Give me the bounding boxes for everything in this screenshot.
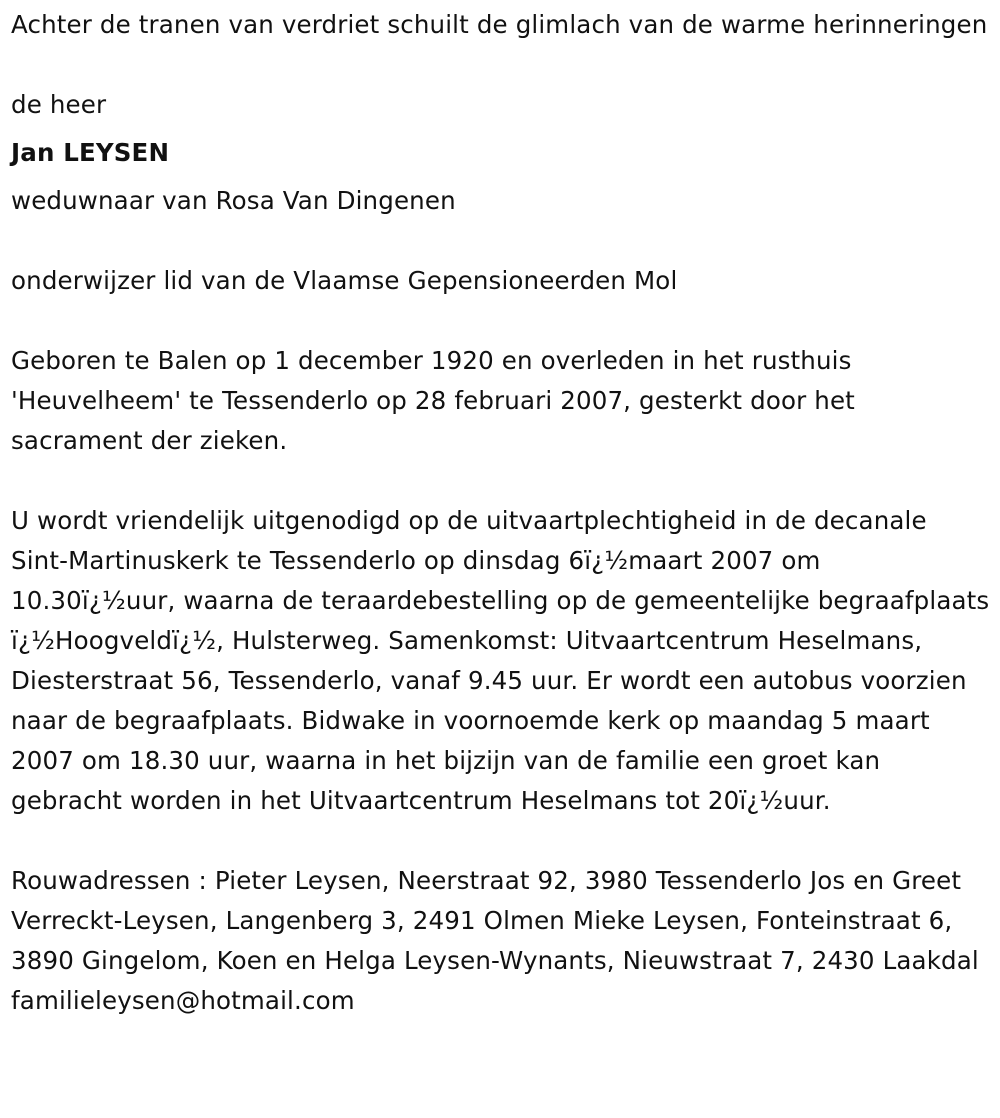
spacer xyxy=(11,461,990,501)
birth-death-text: Geboren te Balen op 1 december 1920 en overleden in het rusthuis 'Heuvelheem' te Tessenderlo op 28 februari 2007, gesterkt door het sacrament der zieken. xyxy=(11,346,855,455)
spacer xyxy=(11,45,990,85)
deceased-name: Jan LEYSEN xyxy=(11,138,170,167)
title-prefix: de heer xyxy=(11,90,107,119)
spacer xyxy=(11,221,990,261)
spacer xyxy=(11,301,990,341)
occupation-text: onderwijzer lid van de Vlaamse Gepensioneerden Mol xyxy=(11,266,678,295)
funeral-info-text: U wordt vriendelijk uitgenodigd op de uitvaartplechtigheid in de decanale Sint-Martinuskerk te Tessenderlo op dinsdag 6ï¿½maart 2007 om 10.30ï¿½uur, waarna de teraardebestelling op de gemeentelijke begraafplaats ï¿½Hoogveldï¿½, Hulsterweg. Samenkomst: Uitvaartcentrum Heselmans, Diesterstraat 56, Tessenderlo, vanaf 9.45 uur. Er wordt een autobus voorzien naar de begraafplaats. Bidwake in voornoemde kerk op maandag 5 maart 2007 om 18.30 uur, waarna in het bijzijn van de familie een groet kan gebracht worden in het Uitvaartcentrum Heselmans tot 20ï¿½uur. xyxy=(11,506,990,815)
condolence-addresses: Rouwadressen : Pieter Leysen, Neerstraat 92, 3980 Tessenderlo Jos en Greet Verreckt-Leysen, Langenberg 3, 2491 Olmen Mieke Leysen, Fonteinstraat 6, 3890 Gingelom, Koen en Helga Leysen-Wynants, Nieuwstraat 7, 2430 Laakdal familieleysen@hotmail.com xyxy=(11,866,979,1015)
spacer xyxy=(11,821,990,861)
motto-text: Achter de tranen van verdriet schuilt de glimlach van de warme herinneringen xyxy=(11,10,988,39)
spouse-line: weduwnaar van Rosa Van Dingenen xyxy=(11,186,456,215)
